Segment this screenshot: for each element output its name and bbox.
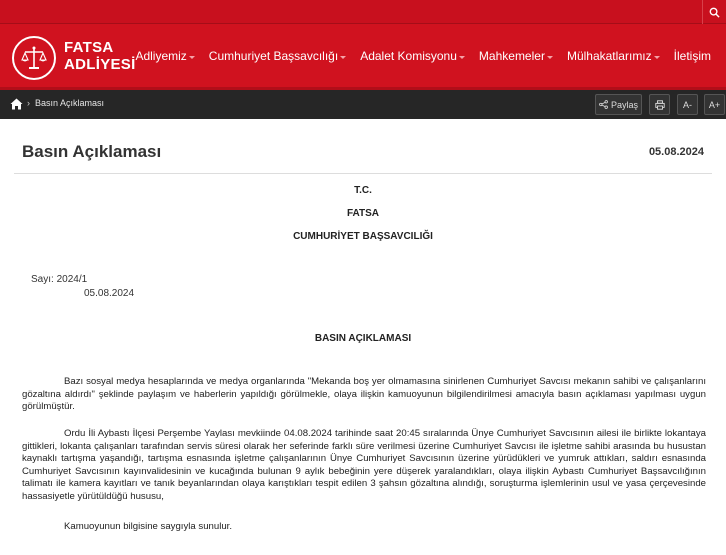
- caret-down-icon: [547, 56, 553, 59]
- print-button[interactable]: [649, 94, 670, 115]
- nav-label: Mahkemeler: [478, 49, 545, 63]
- doc-number-date: 05.08.2024: [84, 288, 135, 299]
- doc-paragraph-2-text: Ordu İli Aybastı İlçesi Perşembe Yaylası mevkiinde 04.08.2024 tarihinde saat 20:45 sıralarında Ünye Cumhuriyet Savcısının ailesi ile birlikte lokantaya gittikleri, lokanta çalışanları tarafından servis süresi olarak her seferinde farklı süre verilmesi üzerine Cumhuriyet Savcısı ile işletme sahibi arasında bu husustan kaynaklı tartışma yaşandığı, tartışma esnasında işletme çalışanlarının Ünye Cumhuriyet Savcısının üzerine yürüdükleri ve yumruk attıkları, saldırı esnasında Cumhuriyet Savcısının kayınvalidesinin ve kucağında bulunan 9 aylık bebeğinin yere düşerek yaralandıkları, olaya ilişkin Aybastı Cumhuriyet Başsavcılığının talimatı ile kamera kayıtları ve tanık beyanlarından olaya karıştıkları tespit edilen 3 şahsın gözaltına alındığı, soruşturma işlemlerinin usul ve yasa çerçevesinde hassasiyetle yürütüldüğü hususu,: [22, 428, 706, 502]
- nav-item-bassavcilik[interactable]: [202, 49, 353, 63]
- search-icon: [709, 7, 720, 18]
- share-icon: [599, 100, 608, 109]
- nav-label: Cumhuriyet Başsavcılığı: [208, 49, 339, 63]
- home-icon[interactable]: [10, 98, 23, 110]
- main-nav: [128, 49, 718, 63]
- nav-label: İletişim: [673, 49, 711, 63]
- font-decrease-button[interactable]: A-: [677, 94, 698, 115]
- nav-item-adliyemiz[interactable]: [128, 49, 201, 63]
- doc-paragraph-3-text: Kamuoyunun bilgisine saygıyla sunulur.: [64, 521, 232, 532]
- page-title: Basın Açıklaması: [22, 142, 162, 161]
- breadcrumb-current[interactable]: Basın Açıklaması: [35, 98, 105, 108]
- doc-header-office: CUMHURİYET BAŞSAVCILIĞI: [293, 231, 433, 242]
- caret-down-icon: [340, 56, 346, 59]
- nav-item-mahkemeler[interactable]: [472, 49, 560, 63]
- doc-number: Sayı: 2024/1: [31, 274, 88, 285]
- nav-label: Mülhakatlarımız: [566, 49, 652, 63]
- publish-date: 05.08.2024: [648, 146, 704, 158]
- title-divider: [14, 173, 712, 174]
- caret-down-icon: [189, 56, 195, 59]
- site-header: [0, 24, 726, 90]
- doc-paragraph-1: [22, 376, 706, 414]
- doc-paragraph-3: [22, 521, 706, 534]
- nav-label: Adliyemiz: [135, 49, 187, 63]
- search-button[interactable]: [702, 0, 726, 24]
- breadcrumb-separator: ›: [27, 98, 30, 108]
- site-logo[interactable]: [12, 36, 56, 80]
- caret-down-icon: [654, 56, 660, 59]
- share-button[interactable]: [595, 94, 642, 115]
- scales-of-justice-icon: [19, 43, 49, 73]
- top-utility-bar: [0, 0, 726, 24]
- brand-name[interactable]: [64, 39, 136, 73]
- nav-item-iletisim[interactable]: [667, 49, 718, 63]
- nav-item-adalet-komisyonu[interactable]: [353, 49, 472, 63]
- doc-header-tc: T.C.: [354, 185, 372, 196]
- nav-item-mulhakatlarimiz[interactable]: [560, 49, 667, 63]
- breadcrumb-bar: [0, 90, 726, 119]
- brand-line-1: FATSA: [64, 39, 114, 56]
- nav-label: Adalet Komisyonu: [360, 49, 457, 63]
- caret-down-icon: [459, 56, 465, 59]
- font-increase-button[interactable]: A+: [704, 94, 725, 115]
- doc-paragraph-2: [22, 428, 706, 504]
- doc-header-city: FATSA: [346, 208, 380, 219]
- doc-paragraph-1-text: Bazı sosyal medya hesaplarında ve medya organlarında "Mekanda boş yer olmamasına sinirlenen Cumhuriyet Savcısı mekanın sahibi ve çalışanlarını gözaltına aldırdı" şeklinde paylaşım ve haberlerin yapıldığı görülmekle, olaya ilişkin kamuoyunun bilgilendirilmesi amacıyla basın açıklaması yapılması uygun görülmüştür.: [22, 376, 706, 413]
- doc-heading: BASIN AÇIKLAMASI: [314, 333, 412, 344]
- print-icon: [655, 100, 665, 110]
- share-label: Paylaş: [610, 99, 638, 110]
- brand-line-2: ADLİYESİ: [64, 56, 136, 73]
